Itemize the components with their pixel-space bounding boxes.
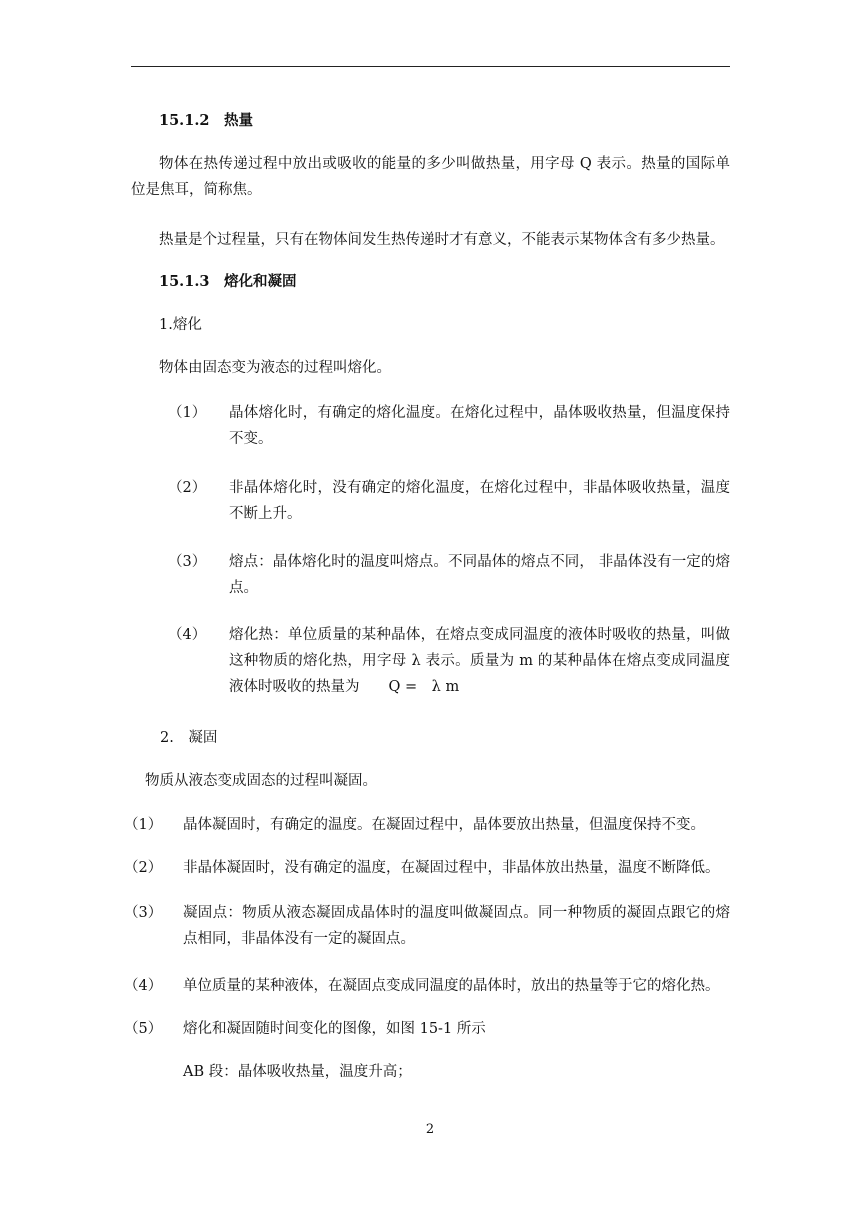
melting-item-4-number: （4） [168,627,207,643]
solidifying-item-1-number: （1） [124,817,163,833]
melting-item-3-number: （3） [168,554,207,570]
melting-item-1-text: 晶体熔化时，有确定的熔化温度。在熔化过程中，晶体吸收热量，但温度保持不变。 [229,405,730,447]
melting-item-1-number: （1） [168,405,207,421]
solidifying-item-3-text: 凝固点：物质从液态凝固成晶体时的温度叫做凝固点。同一种物质的凝固点跟它的熔点相同，非晶体没有一定的凝固点。 [183,905,730,947]
melting-definition: 物体由固态变为液态的过程叫熔化。 [159,360,391,376]
page-number: 2 [425,1122,435,1137]
section-heading-15-1-2: 15.1.2 热量 [159,112,253,129]
solidifying-item-2-text: 非晶体凝固时，没有确定的温度，在凝固过程中，非晶体放出热量，温度不断降低。 [183,860,720,876]
solidifying-title: 2. 凝固 [160,730,218,746]
heat-process-paragraph: 热量是个过程量，只有在物体间发生热传递时才有意义，不能表示某物体含有多少热量。 [159,232,725,248]
solidifying-item-2-number: （2） [124,860,163,876]
melting-item-3-text: 熔点：晶体熔化时的温度叫熔点。不同晶体的熔点不同， 非晶体没有一定的熔点。 [229,554,730,596]
solidifying-item-3-number: （3） [124,905,163,921]
solidifying-item-1-text: 晶体凝固时，有确定的温度。在凝固过程中，晶体要放出热量，但温度保持不变。 [183,817,705,833]
melting-item-2-text: 非晶体熔化时，没有确定的熔化温度，在熔化过程中，非晶体吸收热量，温度不断上升。 [229,480,730,522]
heat-definition-paragraph: 物体在热传递过程中放出或吸收的能量的多少叫做热量，用字母 Q 表示。热量的国际单位是焦耳，简称焦。 [131,156,730,198]
melting-title: 1.熔化 [159,317,202,333]
solidifying-item-4-number: （4） [124,978,163,994]
solidifying-definition: 物质从液态变成固态的过程叫凝固。 [145,773,377,789]
melting-item-2-number: （2） [168,480,207,496]
solidifying-item-4-text: 单位质量的某种液体，在凝固点变成同温度的晶体时，放出的热量等于它的熔化热。 [183,978,720,994]
header-rule [131,66,730,67]
ab-segment-description: AB 段：晶体吸收热量，温度升高； [183,1064,412,1080]
melting-item-4-text: 熔化热：单位质量的某种晶体，在熔点变成同温度的液体时吸收的热量，叫做这种物质的熔化热，用字母 λ 表示。质量为 m 的某种晶体在熔点变成同温度液体时吸收的热量为 Q = λ m [229,627,730,695]
solidifying-item-5-number: （5） [124,1021,163,1037]
section-heading-15-1-3: 15.1.3 熔化和凝固 [159,273,297,290]
solidifying-item-5-text: 熔化和凝固随时间变化的图像，如图 15-1 所示 [183,1021,486,1037]
